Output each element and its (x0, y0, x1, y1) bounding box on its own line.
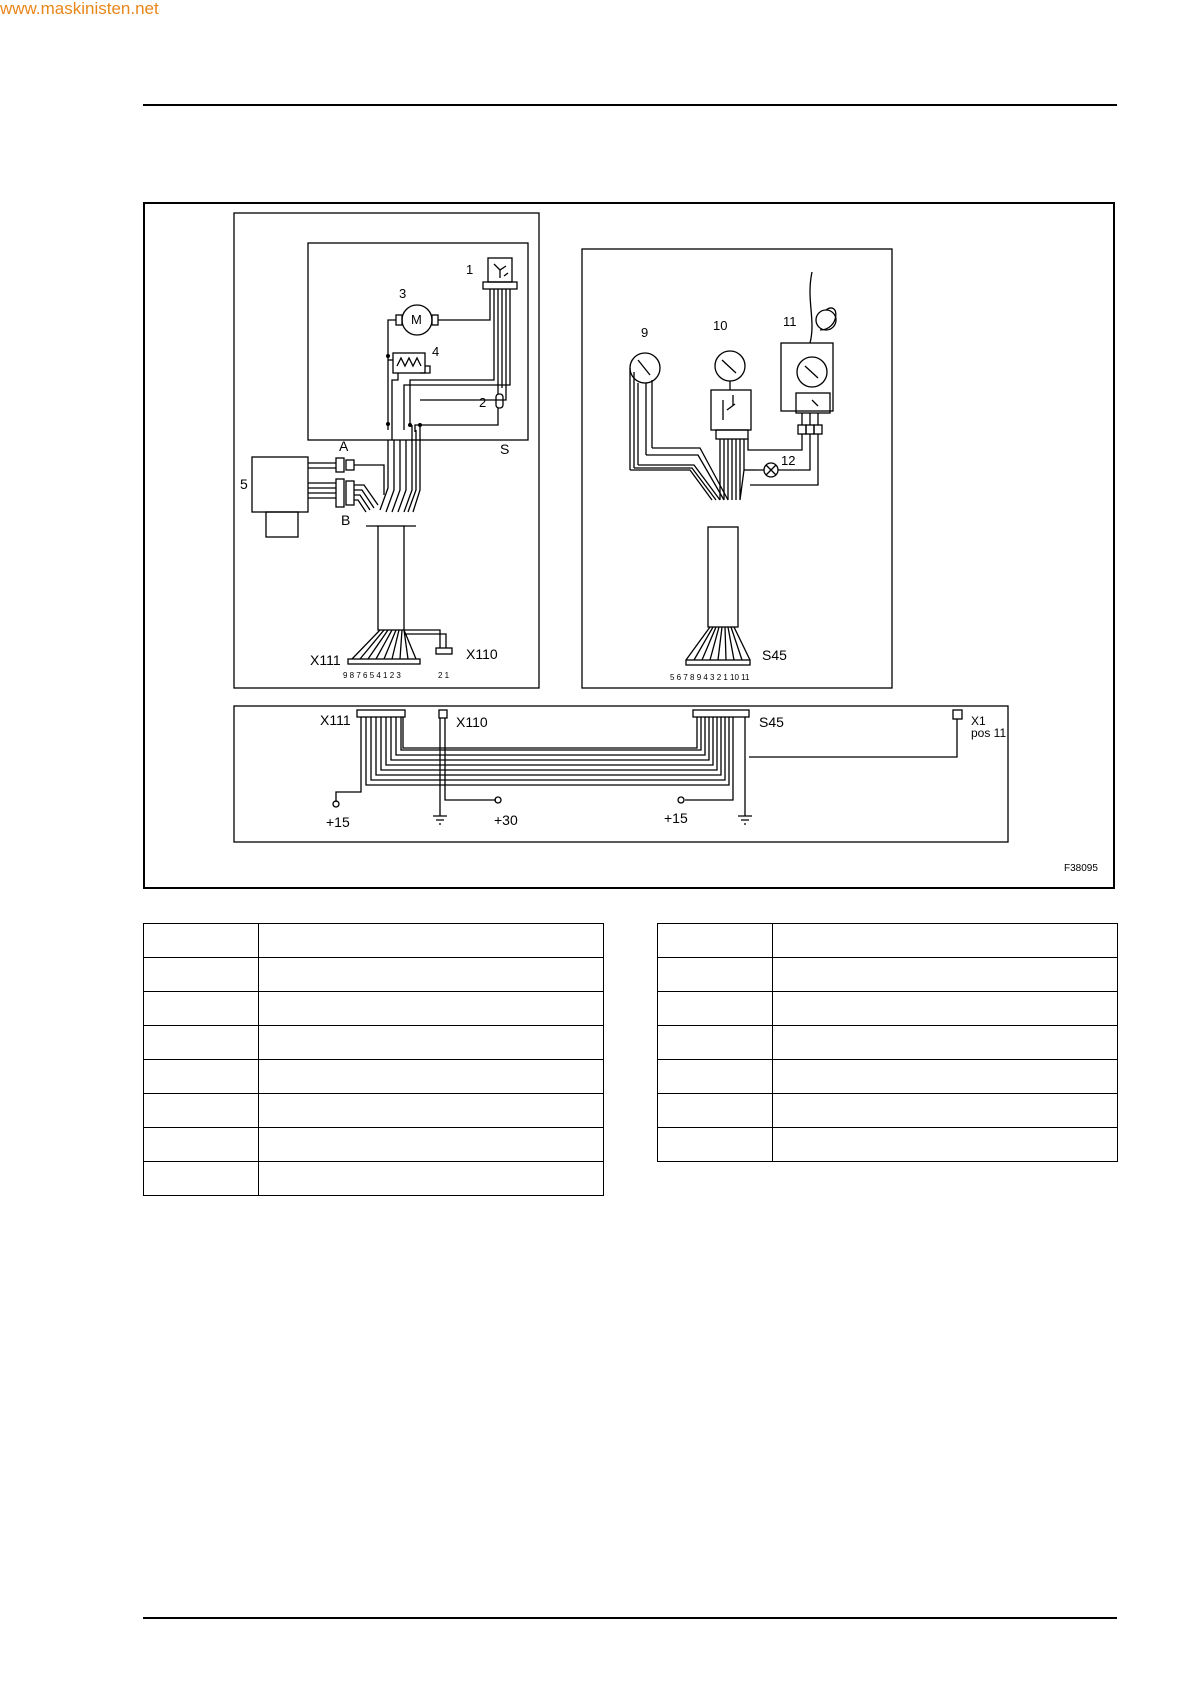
table-cell-key (144, 1094, 259, 1128)
fuse-2 (496, 394, 503, 408)
table-row (144, 1060, 604, 1094)
label-m: M (411, 312, 422, 327)
table-row (144, 1128, 604, 1162)
table-cell-description (773, 924, 1118, 958)
blower-5 (252, 457, 384, 537)
table-row (658, 1026, 1118, 1060)
heater-unit-box (308, 243, 528, 440)
cable-gauge (686, 527, 750, 665)
table-cell-key (658, 1026, 773, 1060)
table-row (144, 958, 604, 992)
x110-connector (439, 710, 447, 718)
label-11: 11 (783, 314, 797, 329)
label-plus15-a: +15 (326, 814, 350, 830)
table-cell-key (658, 1094, 773, 1128)
label-3: 3 (399, 286, 407, 301)
label-12: 12 (781, 453, 796, 468)
label-x1-pos: pos 11 (971, 726, 1007, 740)
table-cell-description (259, 1128, 604, 1162)
label-x110-top: X110 (466, 646, 498, 662)
label-a: A (339, 438, 349, 454)
table-cell-key (144, 958, 259, 992)
table-row (658, 1060, 1118, 1094)
label-9: 9 (641, 325, 649, 340)
x1-connector (953, 710, 962, 719)
label-plus30: +30 (494, 812, 518, 828)
table-cell-description (259, 958, 604, 992)
terminal-symbols (333, 797, 752, 824)
gauge-panel-frame (582, 249, 892, 688)
table-cell-key (658, 958, 773, 992)
legend-table-right (657, 923, 1118, 1162)
watermark[interactable]: www.maskinisten.net (0, 0, 159, 18)
switch-1 (483, 258, 517, 289)
table-cell-description (259, 924, 604, 958)
table-cell-description (773, 992, 1118, 1026)
gauge-11 (781, 272, 836, 434)
table-row (658, 992, 1118, 1026)
table-row (144, 1162, 604, 1196)
table-row (658, 958, 1118, 992)
label-2: 2 (479, 395, 487, 410)
table-cell-description (259, 1060, 604, 1094)
label-plus15-b: +15 (664, 810, 688, 826)
table-row (144, 992, 604, 1026)
table-cell-key (658, 992, 773, 1026)
table-cell-description (773, 1094, 1118, 1128)
s45-connector (693, 710, 749, 717)
table-row (144, 1094, 604, 1128)
figure-code: F38095 (1064, 863, 1098, 874)
lamp-12 (764, 463, 778, 477)
cable-heater (348, 526, 452, 664)
label-x1: X1 (971, 714, 986, 728)
table-cell-description (259, 1162, 604, 1196)
harness-lines (336, 717, 957, 810)
label-x111-top: X111 (310, 652, 341, 668)
gauge-9 (630, 353, 660, 470)
label-4: 4 (432, 344, 440, 359)
table-row (144, 1026, 604, 1060)
table-cell-key (658, 1060, 773, 1094)
table-row (144, 924, 604, 958)
heater-panel-frame (234, 213, 539, 688)
x110-pin-labels: 2 1 (438, 671, 450, 680)
table-cell-description (773, 1026, 1118, 1060)
label-s: S (500, 441, 510, 457)
label-s45-top: S45 (762, 647, 787, 663)
s45-pin-labels: 5 6 7 8 9 4 3 2 1 10 11 (670, 673, 750, 682)
legend-table-left (143, 923, 604, 1196)
table-cell-key (144, 924, 259, 958)
x111-pin-labels: 9 8 7 6 5 4 1 2 3 (343, 671, 401, 680)
table-cell-description (259, 1026, 604, 1060)
table-row (658, 1094, 1118, 1128)
table-cell-key (144, 992, 259, 1026)
label-s45-bottom: S45 (759, 714, 784, 730)
label-b: B (341, 512, 351, 528)
table-cell-key (658, 1128, 773, 1162)
table-cell-description (773, 1060, 1118, 1094)
gauge-10 (711, 351, 751, 439)
label-10: 10 (713, 318, 728, 333)
table-cell-key (144, 1026, 259, 1060)
table-cell-description (773, 958, 1118, 992)
heater-element-4 (393, 353, 425, 373)
label-1: 1 (466, 262, 474, 277)
table-cell-description (773, 1128, 1118, 1162)
x111-connector (357, 710, 405, 717)
table-row (658, 1128, 1118, 1162)
table-row (658, 924, 1118, 958)
table-cell-description (259, 992, 604, 1026)
label-5: 5 (240, 476, 248, 492)
table-cell-description (259, 1094, 604, 1128)
table-cell-key (144, 1128, 259, 1162)
table-cell-key (144, 1060, 259, 1094)
table-cell-key (144, 1162, 259, 1196)
table-cell-key (658, 924, 773, 958)
label-x111-bottom: X111 (320, 712, 351, 728)
label-x110-bottom: X110 (456, 714, 488, 730)
